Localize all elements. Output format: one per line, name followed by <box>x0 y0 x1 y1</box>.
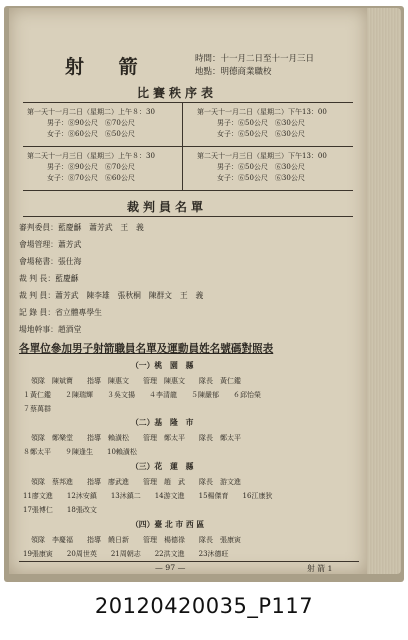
page-title: 射 箭 <box>65 56 152 78</box>
page-number: — 97 — <box>155 563 186 572</box>
document-page <box>9 8 367 574</box>
schedule-women: 女子：⑥50公尺 ⑥30公尺 <box>217 174 305 182</box>
referee-line: 場地幹事：趙酒堂 <box>19 325 82 334</box>
rule <box>23 190 353 191</box>
referee-line: 會場管理：蕭芳武 <box>19 240 82 249</box>
unit-athletes: １黃仁鑑 ２陳瑞輝 ３吳文揚 ４李清龍 ５陳嚴郁 ６邱怡榮 <box>23 391 261 399</box>
event-place: 地點：明德商業職校 <box>195 67 272 77</box>
unit-athletes: ７蔡萬群 <box>23 405 51 413</box>
unit-athletes: 17張博仁 18張改文 <box>23 506 97 514</box>
rule <box>23 146 353 147</box>
unit-athletes: 11廖文進 12沐安鎮 13沐鎮二 14游文進 15楊傑育 16江康狄 <box>23 492 273 500</box>
referee-line: 裁 判 員：蕭芳武 陳李雄 張秋桐 陳群文 王 義 <box>19 291 204 300</box>
unit-staff: 領隊 蔡邦進 指導 廖武進 管理 趙 武 隊長 游文進 <box>31 478 241 486</box>
schedule-day: 第二天十一月三日（星期三）下午13：00 <box>197 152 327 160</box>
unit-staff: 領隊 陳斌寶 指導 陳惠文 管理 陳惠文 隊長 黃仁鑑 <box>31 377 241 385</box>
rule <box>23 216 353 217</box>
referee-line: 裁 判 長：藍慶龢 <box>19 274 79 283</box>
schedule-day: 第一天十一月二日（星期二）上午８：30 <box>27 108 155 116</box>
image-caption: 20120420035_P117 <box>94 594 314 618</box>
unit-athletes: ８鄭太平 ９陳逢生 10賴潢松 <box>23 448 137 456</box>
rule <box>23 102 353 103</box>
schedule-heading: 比賽秩序表 <box>137 86 218 100</box>
page-edges <box>367 8 401 574</box>
unit-athletes: 19張康寅 20周世英 21周朝志 22洪文進 23沐德旺 <box>23 550 229 558</box>
unit-staff: 領隊 鄭樂堂 指導 賴潢松 管理 鄭太平 隊長 鄭太平 <box>31 434 241 442</box>
schedule-men: 男子：⑧90公尺 ⑥70公尺 <box>47 119 135 127</box>
referee-line: 記 錄 員：省立體專學生 <box>19 308 102 317</box>
referee-line: 會場秘書：張仕海 <box>19 257 82 266</box>
schedule-women: 女子：⑥50公尺 ⑥30公尺 <box>217 130 305 138</box>
roster-heading: 各單位參加男子射箭職員名單及運動員姓名號碼對照表 <box>19 343 274 355</box>
referee-heading: 裁判員名單 <box>127 200 208 214</box>
event-time: 時間：十一月二日至十一月三日 <box>195 54 315 64</box>
schedule-day: 第二天十一月三日（星期三）上午８：30 <box>27 152 155 160</box>
unit-name: （三）花 蓮 縣 <box>131 462 194 471</box>
schedule-women: 女子：⑧60公尺 ⑥50公尺 <box>47 130 135 138</box>
schedule-day: 第一天十一月二日（星期二）下午13：00 <box>197 108 327 116</box>
schedule-men: 男子：⑥50公尺 ⑥30公尺 <box>217 119 305 127</box>
referee-line: 審判委員：藍慶龢 蕭芳武 王 義 <box>19 223 144 232</box>
rule <box>19 561 359 562</box>
unit-staff: 領隊 李慶福 指導 饒日新 管理 楊德祿 隊長 張康寅 <box>31 536 241 544</box>
schedule-men: 男子：⑧90公尺 ⑥70公尺 <box>47 163 135 171</box>
unit-name: （二）基 隆 市 <box>131 418 194 427</box>
running-footer: 射 箭 1 <box>307 564 333 573</box>
schedule-women: 女子：⑧70公尺 ⑥60公尺 <box>47 174 135 182</box>
unit-name: （一）桃 園 縣 <box>131 361 194 370</box>
unit-name: （四）臺 北 市 西 區 <box>131 520 205 529</box>
schedule-men: 男子：⑥50公尺 ⑥30公尺 <box>217 163 305 171</box>
